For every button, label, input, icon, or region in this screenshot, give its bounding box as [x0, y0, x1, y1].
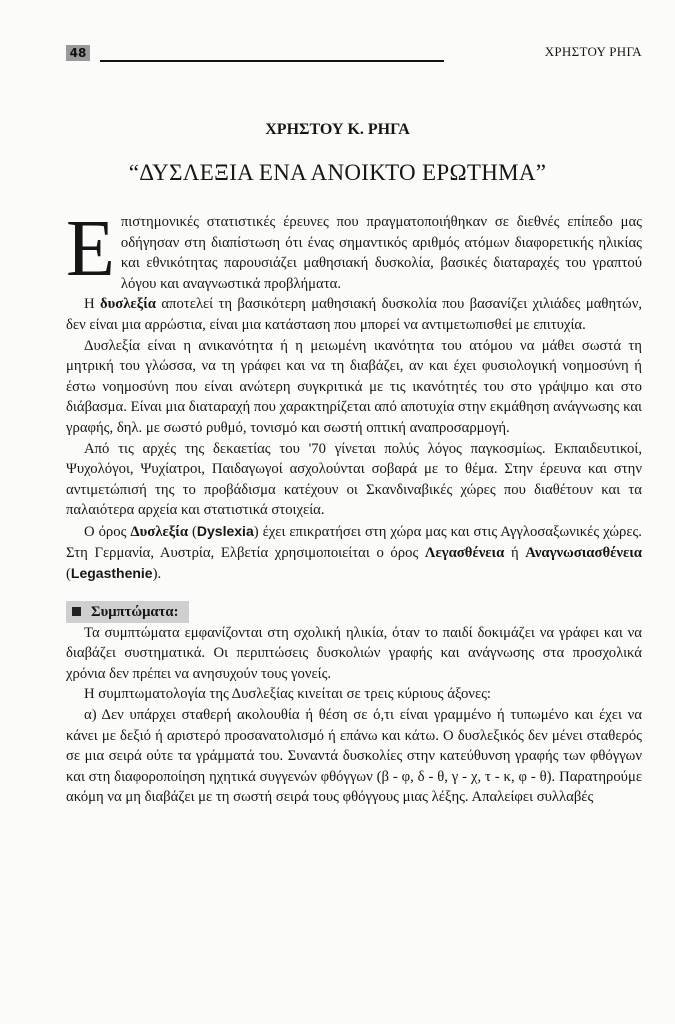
term-dyslexia: δυσλεξία [99, 296, 156, 313]
text-run: ). [152, 566, 162, 583]
paragraph-symptoms-axes [66, 684, 642, 705]
paragraph-intro-text: πιστημονικές στατιστικές έρευνες που πραγματοποιήθηκαν σε διεθνές επίπεδο μας οδήγησαν στη διαπίστωση ότι ένας σημαντικός αριθμός ατόμων διαφορετικής ηλικίας και εθνικότητας παρουσιάζει μαθησιακή δυσκολία, βασικές διαταραχές του γραπτού λόγου και αναγνωστικά προβλήματα. [120, 214, 642, 292]
term-reading-weakness: Αναγνωσιασθένεια [525, 544, 642, 561]
text-run: ( [188, 523, 197, 540]
paragraph-dyslexia-explained [66, 336, 642, 439]
text-run: Τα συμπτώματα εμφανίζονται στη σχολική ηλικία, όταν το παιδί δοκιμάζει να γράφει και να διαβάζει συστηματικά. Οι περιπτώσεις δυσκολιών γραφής και ανάγνωσης στα προσχολικά χρόνια δεν πρέπει να ανησυχούν τους γονείς. [66, 624, 642, 682]
running-title: ΧΡΗΣΤΟΥ ΡΗΓΑ [544, 44, 642, 59]
section-heading-symptoms [66, 601, 642, 623]
article-body [66, 205, 643, 808]
text-run: α) Δεν υπάρχει σταθερή ακολουθία ή θέση σε ό,τι είναι γραμμένο ή τυπωμένο και έχει να κάνει με δεξιό ή αριστερό προσανατολισμό ή επάνω και κάτω. Ο δυσλεξικός δεν μένει σταθερός σε μια σειρά ούτε τα γράμματά του. Συναντά δυσκολίες στην κατεύθυνση γραφής των φθόγγων και στη διαφοροποίηση ηχητικά συγγενών φθόγγων (β - φ, δ - θ, γ - χ, τ - κ, φ - θ). Παρατηρούμε ακόμη να μη διαβάζει με τη σωστή σειρά τους φθόγγους μιας λέξης. Απαλείφει συλλαβές [66, 707, 642, 806]
term-dyslexia-greek: Δυσλεξία [130, 523, 189, 540]
text-run: ) έχει επικρατήσει στη χώρα μας και στις Αγγλοσαξωνικές χώρες. Στη Γερμανία, Αυστρία, Ελβετία χρησιμοποιείται ο όρος [66, 523, 642, 561]
term-legasthenie-german: Legasthenie [70, 565, 153, 582]
article-author: ΧΡΗΣΤΟΥ Κ. ΡΗΓΑ [265, 121, 410, 138]
text-run: Η [84, 296, 100, 313]
text-run: Από τις αρχές της δεκαετίας του '70 γίνεται πολύς λόγος παγκοσμίως. Εκπαιδευτικοί, Ψυχολόγοι, Ψυχίατροι, Παιδαγωγοί ασχολούνται σοβαρά με το θέμα. Στην έρευνα και στην αντιμετώπισή της το προβάδισμα κατέχουν οι Σκανδιναβικές χώρες που διαθέτουν και τα παλαιότερα αρχεία και στατιστικά στοιχεία. [66, 440, 642, 519]
text-run: Ο όρος [84, 523, 131, 540]
section-heading-text: Συμπτώματα: [91, 603, 179, 620]
paragraph-history [66, 439, 642, 521]
paragraph-axis-a [66, 705, 642, 808]
text-run: αποτελεί τη βασικότερη μαθησιακή δυσκολία που βασανίζει χιλιάδες μαθητών, δεν είναι μια αρρώστια, είναι μια κατάσταση που μπορεί να αντιμετωπισθεί με επιτυχία. [66, 296, 643, 333]
header-rule [100, 60, 444, 62]
page-number: 48 [66, 45, 90, 61]
paragraph-terminology [66, 521, 642, 585]
term-dyslexia-english: Dyslexia [196, 522, 254, 539]
text-run: Δυσλεξία είναι η ανικανότητα ή η μειωμένη ικανότητα του ατόμου να μάθει σωστά τη μητρική του γλώσσα, να τη γράφει και να τη διαβάζει, αν και έχει φυσιολογική νοημοσύνη ή έστω νοημοσύνη που είναι ανώτερη συγκριτικά με τις ικανότητές του στο γράψιμο και στο διάβασμα. Είναι μια διαταραχή που χαρακτηρίζεται από αποτυχία στην εκμάθηση ανάγνωσης και γραφής, δηλ. με σωστό ρυθμό, τονισμό και σωστή οπτική αναπροσαρμογή. [66, 337, 642, 436]
article-title: “ΔΥΣΛΕΞΙΑ ΕΝΑ ΑΝΟΙΚΤΟ ΕΡΩΤΗΜΑ” [128, 160, 547, 185]
square-bullet-icon [72, 607, 81, 616]
section-heading-bar [66, 601, 189, 623]
text-run: ή [504, 544, 526, 561]
paragraph-symptoms-age [66, 623, 642, 685]
drop-cap: Ε [66, 205, 115, 293]
term-legasthenia: Λεγασθένεια [424, 544, 505, 561]
text-run: Η συμπτωματολογία της Δυσλεξίας κινείται σε τρεις κύριους άξονες: [84, 686, 492, 703]
text-run: ( [66, 566, 71, 583]
paragraph-intro [66, 205, 642, 294]
paragraph-dyslexia-definition [66, 294, 642, 335]
